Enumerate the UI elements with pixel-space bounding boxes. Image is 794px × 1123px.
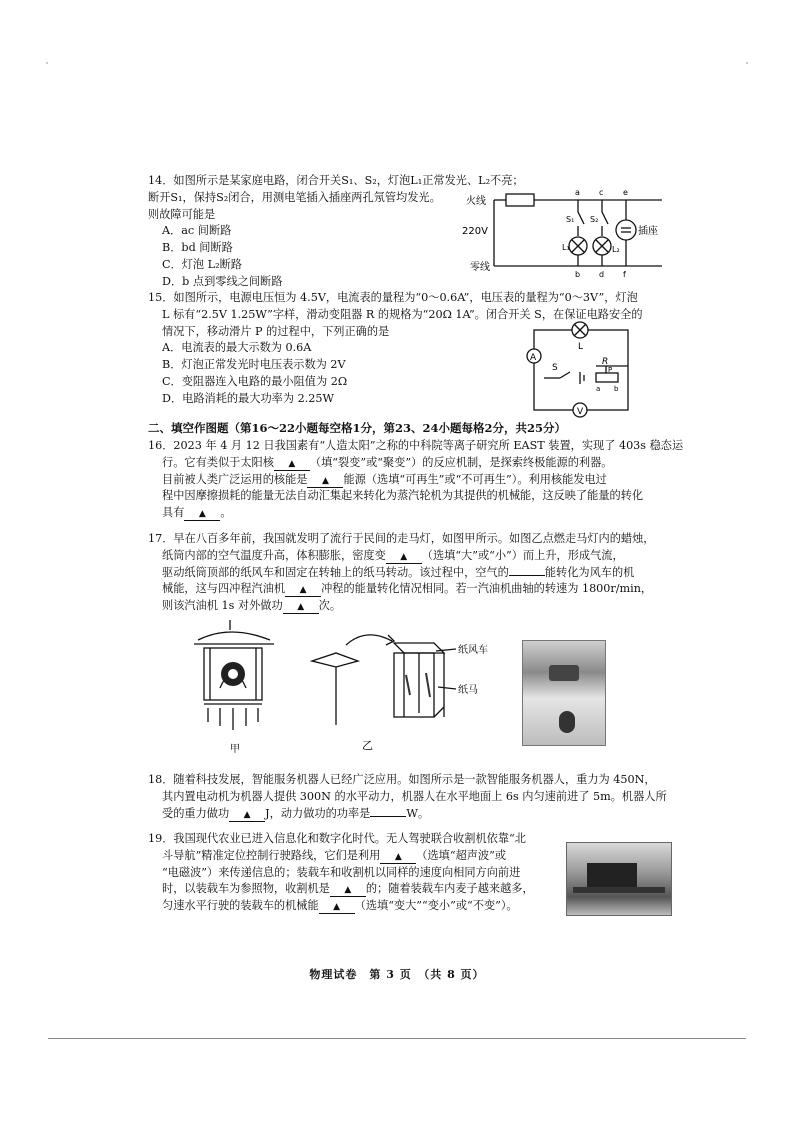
q16-blank-3[interactable]: ▲ (184, 508, 220, 521)
q19-line-3: “电磁波”）来传递信息的；装载车和收割机以同样的速度向相同方向前进 (162, 865, 521, 879)
slider-p-label: P (608, 366, 613, 374)
q15-line-1: 15．如图所示，电源电压恒为 4.5V，电流表的量程为“0～0.6A”，电压表的量程为“0～3V”，灯泡 (148, 291, 638, 304)
q14-option-c: C．灯泡 L₂断路 (162, 257, 242, 271)
q14-option-d: D．b 点到零线之间断路 (162, 274, 283, 288)
q16-line-1: 16．2023 年 4 月 12 日我国素有“人造太阳”之称的中科院等离子研究所 EAST 装置，实现了 403s 稳态运 (148, 439, 684, 452)
q15-line-2: L 标有“2.5V 1.25W”字样，滑动变阻器 R 的规格为“20Ω 1A”。闭合开关 S，在保证电路安全的 (162, 307, 643, 321)
harvester-header-icon (573, 887, 665, 893)
lantern-figure-yi (306, 625, 486, 755)
pinwheel-label: 纸风车 (458, 645, 488, 656)
lamp-l-label: L (578, 342, 584, 352)
point-f-label: f (623, 270, 626, 279)
q17-line-1: 17．早在八百多年前，我国就发明了流行于民间的走马灯，如图甲所示。如图乙点燃走马灯内的蜡烛， (148, 532, 655, 545)
lantern-figure-jia (190, 618, 280, 758)
point-c-label: c (599, 188, 604, 197)
page-footer: 物理试卷 第 3 页 （共 8 页） (309, 968, 485, 981)
q16-line-2: 行。它有类似于太阳核 ▲ （填“裂变”或“聚变”）的反应机制，是探索终极能源的利器。 (162, 455, 613, 469)
q19-blank-3[interactable]: ▲ (319, 901, 355, 914)
q17-line-3: 驱动纸筒顶部的纸风车和固定在转轴上的纸马转动。该过程中，空气的 能转化为风车的机 (162, 565, 635, 579)
q15-option-c: C．变阻器连入电路的最小阻值为 2Ω (162, 374, 348, 388)
rheostat-b-label: b (614, 385, 619, 393)
q17-line-5: 则该汽油机 1s 对外做功 ▲ 次。 (162, 599, 342, 613)
q17-blank-2[interactable] (509, 575, 545, 576)
q16-blank-1[interactable]: ▲ (274, 458, 310, 471)
socket-label: 插座 (638, 226, 658, 237)
q17-blank-1[interactable]: ▲ (386, 551, 422, 564)
q14-option-a: A．ac 间断路 (162, 224, 232, 238)
rheostat-r-label: R (602, 357, 609, 367)
voltage-label: 220V (462, 226, 488, 237)
lamp-l2-label: L₂ (612, 245, 620, 254)
robot-photo (522, 640, 606, 746)
q16-line-4: 程中因摩擦损耗的能量无法自动汇集起来转化为蒸汽轮机为其提供的机械能，这反映了能量的转化 (162, 489, 644, 503)
q16-line-5: 具有 ▲ 。 (162, 506, 232, 520)
point-e-label: e (623, 188, 628, 197)
ammeter-label: A (530, 353, 537, 363)
q14-line-3: 则故障可能是 (148, 207, 216, 221)
q18-line-2: 其内置电动机为机器人提供 300N 的水平动力，机器人在水平地面上 6s 内匀速前进了 5m。机器人所 (162, 789, 667, 803)
robot-screen-icon (549, 665, 579, 681)
q18-blank-2[interactable] (370, 816, 406, 817)
lamp-l1-label: L₁ (562, 243, 570, 252)
q15-option-d: D．电路消耗的最大功率为 2.25W (162, 391, 334, 405)
voltmeter-label: V (577, 407, 584, 417)
q15-line-3: 情况下，移动滑片 P 的过程中，下列正确的是 (162, 324, 390, 338)
scan-speck (746, 62, 748, 64)
q19-line-2: 斗导航”精准定位控制行驶路线，它们是利用 ▲ （选填“超声波”或 (162, 848, 507, 862)
q17-line-4: 械能，这与四冲程汽油机 ▲ 冲程的能量转化情况相同。若一汽油机曲轴的转速为 1800r/min， (162, 582, 653, 596)
figure-jia-label: 甲 (230, 744, 240, 755)
q18-line-1: 18．随着科技发展，智能服务机器人已经广泛应用。如图所示是一款智能服务机器人，重力为 450N， (148, 773, 656, 786)
q16-blank-2[interactable]: ▲ (307, 475, 343, 488)
q19-line-5: 匀速水平行驶的装载车的机械能 ▲ （选填“变大”“变小”或“不变”）。 (162, 899, 518, 913)
q19-blank-2[interactable]: ▲ (330, 884, 366, 897)
q19-line-4: 时，以装载车为参照物，收割机是 ▲ 的；随着装载车内麦子越来越多， (162, 882, 534, 896)
q19-blank-1[interactable]: ▲ (380, 851, 416, 864)
q16-line-3: 目前被人类广泛运用的核能是 ▲ 能源（选填“可再生”或“不可再生”）。利用核能发电过 (162, 472, 607, 486)
household-circuit-diagram (462, 186, 682, 279)
q17-blank-3[interactable]: ▲ (285, 584, 321, 597)
question-18 (148, 772, 667, 822)
q14-option-b: B．bd 间断路 (162, 241, 233, 255)
switch-s1-label: S₁ (566, 215, 575, 224)
scan-speck (46, 62, 48, 64)
harvester-photo (566, 842, 672, 916)
q15-option-a: A．电流表的最大示数为 0.6A (162, 341, 312, 355)
fire-wire-label: 火线 (466, 196, 486, 207)
q18-blank-1[interactable]: ▲ (229, 809, 265, 822)
rheostat-circuit-diagram (520, 318, 636, 418)
point-a-label: a (575, 188, 580, 197)
q15-option-b: B．灯泡正常发光时电压表示数为 2V (162, 358, 346, 372)
q17-blank-4[interactable]: ▲ (283, 601, 319, 614)
q18-line-3: 受的重力做功 ▲ J，动力做功的功率是 W。 (162, 806, 430, 820)
q14-line-2: 断开S₁，保持S₂闭合，用测电笔插入插座两孔氖管均发光。 (148, 190, 441, 204)
figure-yi-label: 乙 (362, 739, 373, 752)
rheostat-a-label: a (596, 385, 601, 393)
point-b-label: b (575, 270, 581, 279)
robot-body-icon (559, 711, 575, 733)
q19-line-1: 19．我国现代农业已进入信息化和数字化时代。无人驾驶联合收割机依靠“北 (148, 832, 526, 845)
paper-horse-label: 纸马 (458, 685, 478, 696)
switch-s-label: S (552, 363, 558, 373)
question-17 (148, 531, 655, 615)
neutral-wire-label: 零线 (470, 262, 490, 273)
switch-s2-label: S₂ (590, 215, 599, 224)
q14-line-1: 14．如图所示是某家庭电路，闭合开关S₁、S₂，灯泡L₁正常发光、L₂不亮； (148, 174, 524, 187)
question-19 (148, 831, 534, 915)
point-d-label: d (599, 270, 605, 279)
bottom-divider (48, 1038, 746, 1039)
harvester-body-icon (587, 863, 637, 889)
question-16 (148, 438, 683, 522)
q17-line-2: 纸筒内部的空气温度升高，体积膨胀，密度变 ▲ （选填“大”或“小”）而上升，形成气流， (162, 548, 624, 562)
section-2-heading: 二、填空作图题（第16～22小题每空格1分，第23、24小题每格2分，共25分） (148, 421, 567, 435)
